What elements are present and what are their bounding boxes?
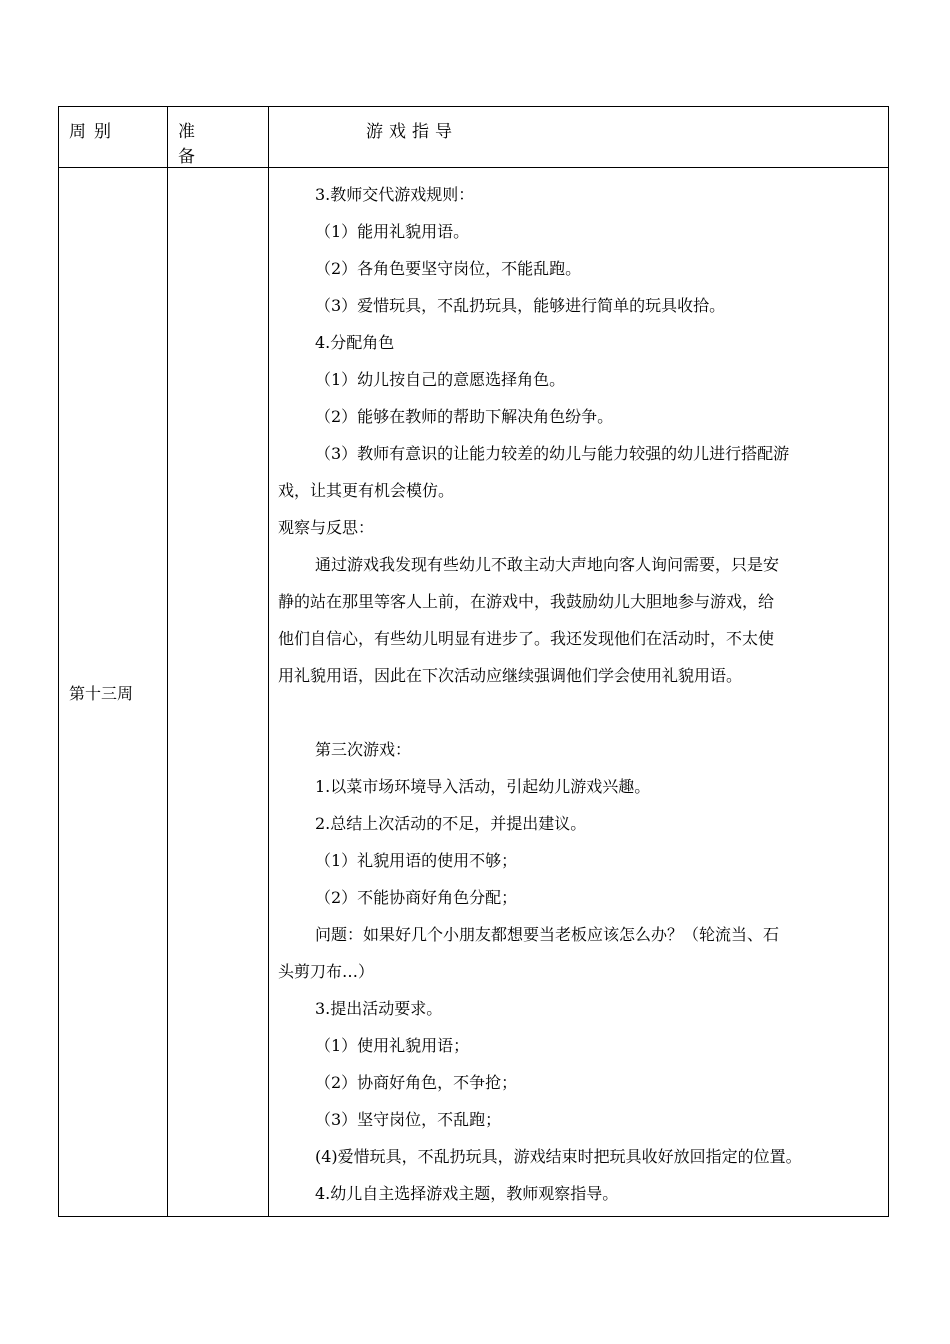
guide-line: （1）能用礼貌用语。 — [315, 222, 470, 241]
week-value: 第十三周 — [69, 683, 134, 703]
header-week: 周别 — [59, 107, 168, 168]
guide-cell — [269, 168, 889, 1217]
guide-line: 戏，让其更有机会模仿。 — [278, 481, 455, 500]
guide-line: 用礼貌用语，因此在下次活动应继续强调他们学会使用礼貌用语。 — [278, 666, 743, 685]
guide-line: （1）礼貌用语的使用不够； — [315, 851, 518, 870]
blank-line — [278, 694, 880, 731]
guide-line: 3.提出活动要求。 — [315, 999, 443, 1018]
prep-cell — [168, 168, 269, 1217]
table-header-row — [59, 107, 889, 168]
guide-line: 4.分配角色 — [315, 333, 395, 352]
week-cell — [59, 168, 168, 1217]
guide-line: (4)爱惜玩具，不乱扔玩具，游戏结束时把玩具收好放回指定的位置。 — [315, 1147, 802, 1166]
guide-line: （3）坚守岗位，不乱跑； — [315, 1110, 502, 1129]
header-prep: 准备 — [168, 107, 269, 168]
guide-line: 观察与反思： — [278, 518, 375, 537]
guide-line: 2.总结上次活动的不足，并提出建议。 — [315, 814, 587, 833]
guide-line: （2）协商好角色，不争抢； — [315, 1073, 518, 1092]
guide-line: 他们自信心，有些幼儿明显有进步了。我还发现他们在活动时，不太使 — [278, 629, 775, 648]
guide-line: 3.教师交代游戏规则： — [315, 185, 475, 204]
guide-line: 通过游戏我发现有些幼儿不敢主动大声地向客人询问需要，只是安 — [315, 555, 780, 574]
guide-line: （1）幼儿按自己的意愿选择角色。 — [315, 370, 566, 389]
guide-line: 头剪刀布…） — [278, 962, 375, 981]
guide-line: 静的站在那里等客人上前，在游戏中，我鼓励幼儿大胆地参与游戏，给 — [278, 592, 775, 611]
guide-line: 4.幼儿自主选择游戏主题，教师观察指导。 — [315, 1184, 619, 1203]
guide-text — [278, 176, 880, 1212]
guide-line: （3）爱惜玩具，不乱扔玩具，能够进行简单的玩具收拾。 — [315, 296, 726, 315]
activity-plan-table — [58, 106, 889, 1217]
guide-line: （2）能够在教师的帮助下解决角色纷争。 — [315, 407, 614, 426]
guide-line: （2）不能协商好角色分配； — [315, 888, 518, 907]
guide-line: （1）使用礼貌用语； — [315, 1036, 470, 1055]
header-guide: 游戏指导 — [269, 107, 889, 168]
guide-line: 问题：如果好几个小朋友都想要当老板应该怎么办？（轮流当、石 — [315, 925, 780, 944]
guide-line: （2）各角色要坚守岗位，不能乱跑。 — [315, 259, 582, 278]
table-row — [59, 168, 889, 1217]
guide-line: 1.以菜市场环境导入活动，引起幼儿游戏兴趣。 — [315, 777, 651, 796]
guide-line: （3）教师有意识的让能力较差的幼儿与能力较强的幼儿进行搭配游 — [315, 444, 790, 463]
guide-line: 第三次游戏： — [315, 740, 412, 759]
